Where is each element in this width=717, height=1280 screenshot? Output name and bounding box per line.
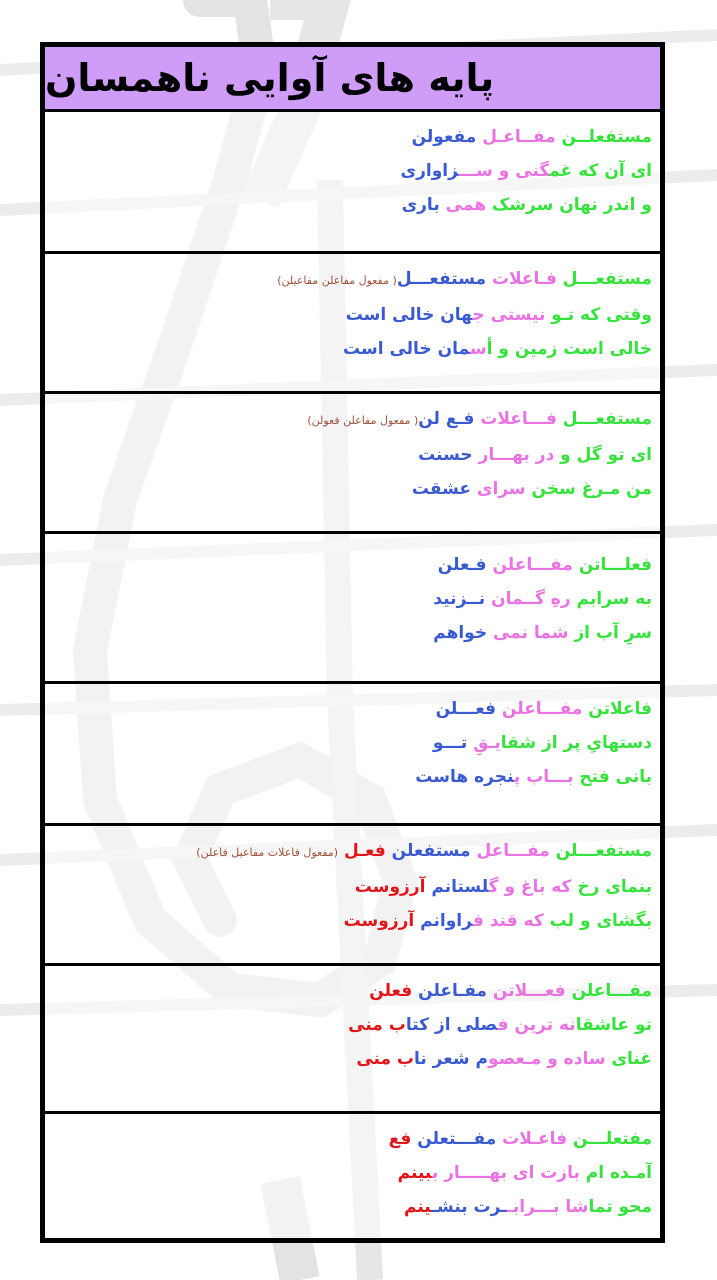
verse-part: آرزوست	[354, 877, 426, 897]
verse-part: بازت ای بهـــ	[471, 1163, 580, 1183]
meter-foot: مستفعلــن	[561, 127, 652, 147]
meter-foot: فـاعلات	[491, 269, 557, 289]
meter-foot: فع	[388, 1129, 412, 1149]
meter-foot: مفـــاعلن	[571, 981, 652, 1001]
verse-part: دستهایِ پر از شقا	[500, 733, 652, 753]
verse-line	[53, 616, 652, 650]
page-title: پایه های آوایی ناهمسان	[45, 56, 495, 100]
verse-part: تو عاشقا	[575, 1015, 652, 1035]
verse-part: راوانم	[420, 911, 473, 931]
meter-foot: مفعولن	[411, 127, 477, 147]
verse-part: بینم	[397, 1163, 432, 1183]
meter-section-2	[45, 254, 660, 394]
verse-part: باری	[401, 195, 440, 215]
verse-line	[53, 1042, 652, 1076]
verse-part: نــزنید	[433, 589, 486, 609]
verse-part: که باغ و گ	[488, 877, 572, 897]
verse-part: همی	[445, 195, 487, 215]
verse-line	[53, 1008, 652, 1042]
meter-foot: مفـاعلن	[418, 981, 487, 1001]
meter-line	[53, 1122, 652, 1156]
meter-foot: فعـــلاتن	[492, 981, 566, 1001]
verse-part: ـرت بنشـ	[431, 1197, 508, 1217]
verse-part: در بهـــار	[478, 445, 555, 465]
meter-section-3	[45, 394, 660, 534]
alternate-meter-note: ( مفعول مفاعلن فعولن)	[307, 414, 419, 427]
verse-part: لستانم	[431, 877, 489, 897]
meter-section-5	[45, 684, 660, 826]
meter-foot: مفـــاعل	[476, 841, 550, 861]
header-bar	[45, 47, 660, 112]
verse-part: نه ترین ف	[497, 1015, 576, 1035]
meter-foot: فاعـلات	[502, 1129, 568, 1149]
verse-line	[53, 188, 652, 222]
meter-foot: مفـــاعلن	[492, 555, 573, 575]
verse-part: نجره هاست	[415, 767, 514, 787]
verse-part: که قند ف	[472, 911, 544, 931]
verse-part: صلی از کتا	[405, 1015, 498, 1035]
meter-foot: فـعلن	[437, 555, 487, 575]
verse-line	[53, 760, 652, 794]
verse-line	[53, 438, 652, 472]
meter-foot: مفـــاعلن	[501, 699, 583, 719]
verse-line	[53, 332, 652, 366]
meter-foot: فاعلاتن	[588, 699, 652, 719]
verse-line	[53, 1190, 652, 1224]
meter-foot: مستفعـــل	[562, 409, 652, 429]
verse-part: من مـرغ سخن	[531, 479, 652, 499]
meter-foot: فـــاعلات	[480, 409, 557, 429]
meter-foot: مستفعـــل	[396, 269, 487, 289]
verse-part: ــار ب	[431, 1163, 472, 1183]
verse-line	[53, 870, 652, 904]
verse-part: ساده و مـعصو	[487, 1049, 606, 1069]
meter-table	[40, 42, 665, 1243]
meter-line	[53, 692, 652, 726]
meter-line	[53, 402, 652, 438]
verse-part: شا بـــرابـ	[507, 1197, 589, 1217]
verse-line	[53, 1156, 652, 1190]
verse-part: بگشای و لب	[549, 911, 652, 931]
meter-foot: مفـــتعلن	[417, 1129, 497, 1149]
meter-section-6	[45, 826, 660, 966]
verse-part: ای آن که غم	[549, 161, 652, 181]
verse-part: ب منی	[348, 1015, 406, 1035]
verse-part: و اندر نهان سرشک	[491, 195, 652, 215]
verse-line	[53, 904, 652, 938]
verse-part: عشقت	[411, 479, 471, 499]
verse-part: وقتی که تـو	[551, 305, 652, 325]
meter-section-7	[45, 966, 660, 1114]
meter-foot: مفتعلـــن	[573, 1129, 652, 1149]
meter-foot: فـع لن	[418, 409, 475, 429]
meter-foot: فعلن	[369, 981, 413, 1001]
verse-part: خواهم	[433, 623, 488, 643]
verse-part: بانی فتح	[579, 767, 652, 787]
meter-section-8	[45, 1114, 660, 1238]
meter-section-1	[45, 112, 660, 254]
meter-line	[53, 834, 652, 870]
verse-part: سرِ آب از	[574, 623, 652, 643]
verse-part: رهِ گــمان	[491, 589, 571, 609]
meter-line	[53, 120, 652, 154]
alternate-meter-note: (مفعول فاعلات مفاعیل فاعلن)	[196, 846, 339, 859]
verse-part: نیستی ج	[472, 305, 546, 325]
verse-part: محو تما	[588, 1197, 652, 1217]
meter-foot: فعـل	[344, 841, 386, 861]
verse-line	[53, 154, 652, 188]
meter-foot: مستفعـــلن	[555, 841, 652, 861]
verse-line	[53, 726, 652, 760]
meter-foot: فعلـــاتن	[578, 555, 652, 575]
verse-part: مان خالی است	[343, 339, 470, 359]
verse-part: هان خالی است	[345, 305, 473, 325]
meter-foot: مستفعـــل	[562, 269, 652, 289]
verse-part: شما نمی	[493, 623, 569, 643]
verse-part: آمـده ام	[585, 1163, 652, 1183]
meter-line	[53, 974, 652, 1008]
verse-part: گنی و ســـ	[458, 161, 550, 181]
verse-part: سرای	[476, 479, 526, 499]
alternate-meter-note: ( مفعول مفاعلن مفاعیلن)	[277, 274, 397, 287]
verse-part: غنای	[611, 1049, 652, 1069]
meter-line	[53, 548, 652, 582]
verse-part: ای تو گل و	[560, 445, 652, 465]
meter-foot: مستفعلن	[391, 841, 471, 861]
meter-section-4	[45, 534, 660, 684]
verse-part: زاواری	[400, 161, 459, 181]
meter-foot: فعـــلن	[435, 699, 496, 719]
verse-line	[53, 298, 652, 332]
verse-part: به سرابم	[576, 589, 652, 609]
verse-part: بنمای رخ	[577, 877, 652, 897]
meter-line	[53, 262, 652, 298]
verse-part: تـــو	[432, 733, 468, 753]
verse-part: م شعر نا	[413, 1049, 488, 1069]
verse-part: بـــاب پ	[513, 767, 574, 787]
verse-line	[53, 472, 652, 506]
verse-part: س	[469, 339, 487, 359]
verse-part: ینم	[403, 1197, 432, 1217]
meter-foot: مفــاعـل	[482, 127, 556, 147]
verse-part: آرزوست	[343, 911, 415, 931]
verse-part: خالی است زمین و أ	[486, 339, 652, 359]
verse-part: ب منی	[356, 1049, 414, 1069]
verse-part: حسنت	[418, 445, 473, 465]
verse-line	[53, 582, 652, 616]
verse-part: یـقِ	[473, 733, 501, 753]
